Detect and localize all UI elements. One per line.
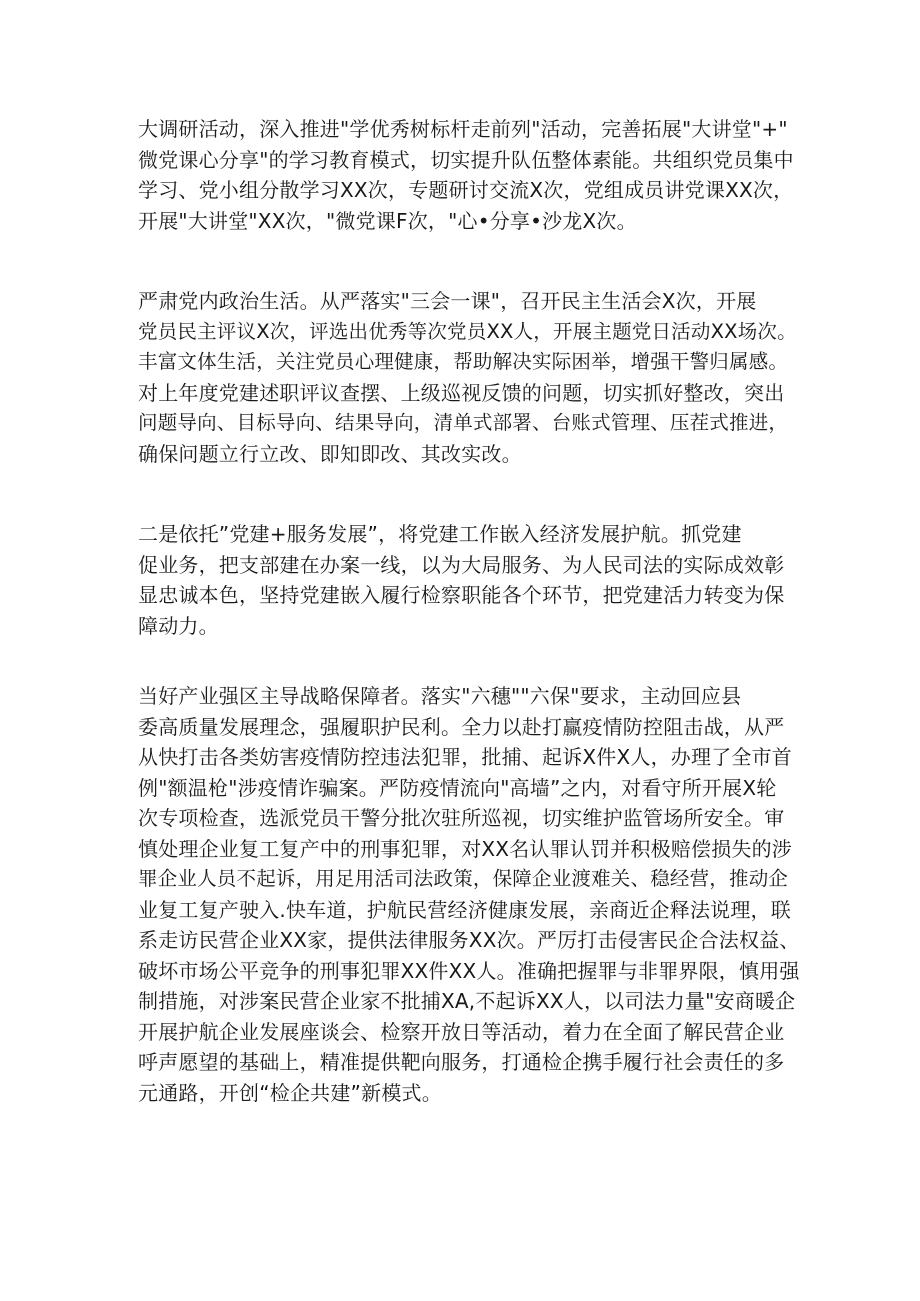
text-line: 业复工复产驶入.快车道，护航民营经济健康发展，亲商近企释法说理，联 (138, 897, 791, 922)
text-line: 委高质量发展理念，强履职护民利。全力以赴打赢疫情防控阻击战，从严 (138, 714, 785, 739)
text-line: 慎处理企业复工复产中的刑事犯罪，对XX名认罪认罚并积极赔偿损失的涉 (138, 836, 793, 861)
text-line: 障动力。 (138, 613, 219, 638)
text-line: 次专项检查，选派党员干警分批次驻所巡视，切实维护监管场所安全。审 (138, 806, 785, 830)
text-line: 党员民主评议X次，评选出优秀等次党员XX人，开展主题党日活动XX场次。 (138, 319, 797, 343)
text-line: 丰富文体生活，关注党员心理健康，帮助解决实际困举，增强干警归属感。 (138, 350, 789, 373)
text-line: 大调研活动，深入推进"学优秀树标杆走前列"活动，完善拓展"大讲堂"+" (138, 117, 788, 141)
text-line: 制措施，对涉案民营企业家不批捕XA,不起诉XX人，以司法力量"安商暖企 (138, 989, 796, 1013)
text-line: 开展"大讲堂"XX次，"微党课F次，"心•分享•沙龙X次。 (138, 208, 637, 233)
text-line: 二是依托”党建+服务发展”，将党建工作嵌入经济发展护航。抓党建 (138, 522, 742, 546)
text-line: 确保问题立行立改、即知即改、其改实改。 (138, 441, 522, 466)
text-line: 从快打击各类妨害疫情防控违法犯罪，批捕、起诉X件X人，办理了全市首 (138, 745, 793, 769)
text-line: 元通路，开创“检企共建”新模式。 (138, 1080, 442, 1105)
paragraph-party-building-service (138, 519, 803, 641)
text-line: 严肃党内政治生活。从严落实"三会一课"，召开民主生活会X次，开展 (138, 289, 757, 313)
text-line: 开展护航企业发展座谈会、检察开放日等活动，着力在全面了解民营企业 (138, 1019, 785, 1044)
text-line: 呼声愿望的基础上，精准提供靶向服务，打通检企携手履行社会责任的多 (138, 1050, 785, 1074)
text-line: 系走访民营企业XX家，提供法律服务XX次。严厉打击侵害民企合法权益、 (138, 928, 800, 952)
paragraph-study-activities (138, 114, 803, 236)
text-line: 促业务，把支部建在办案一线，以为大局服务、为人民司法的实际成效彰 (138, 552, 785, 577)
text-line: 问题导向、目标导向、结果导向，清单式部署、台账式管理、压茬式推进， (138, 411, 789, 434)
text-line: 罪企业人员不起诉，用足用活司法政策，保障企业渡难关、稳经营，推动企 (138, 867, 789, 890)
text-line: 破坏市场公平竞争的刑事犯罪XX件XX人。准确把握罪与非罪界限，慎用强 (138, 958, 800, 983)
text-line: 显忠诚本色，坚持党建嵌入履行检察职能各个环节，把党建活力转变为保 (138, 583, 785, 607)
paragraph-industry-guarantee (138, 681, 803, 1108)
text-line: 当好产业强区主导战略保障者。落实"六穗""六保"要求，主动回应县 (138, 684, 742, 708)
text-line: 微党课心分享"的学习教育模式，切实提升队伍整体素能。共组织党员集中 (138, 147, 794, 172)
text-line: 学习、党小组分散学习XX次，专题研讨交流X次，党组成员讲党课XX次， (138, 178, 794, 202)
text-line: 例"额温枪"涉疫情诈骗案。严防疫情流向"高墙”之内，对看守所开展X轮 (138, 775, 777, 800)
text-line: 对上年度党建述职评议查摆、上级巡视反馈的问题，切实抓好整改，突出 (138, 380, 785, 405)
paragraph-party-political-life (138, 286, 803, 469)
